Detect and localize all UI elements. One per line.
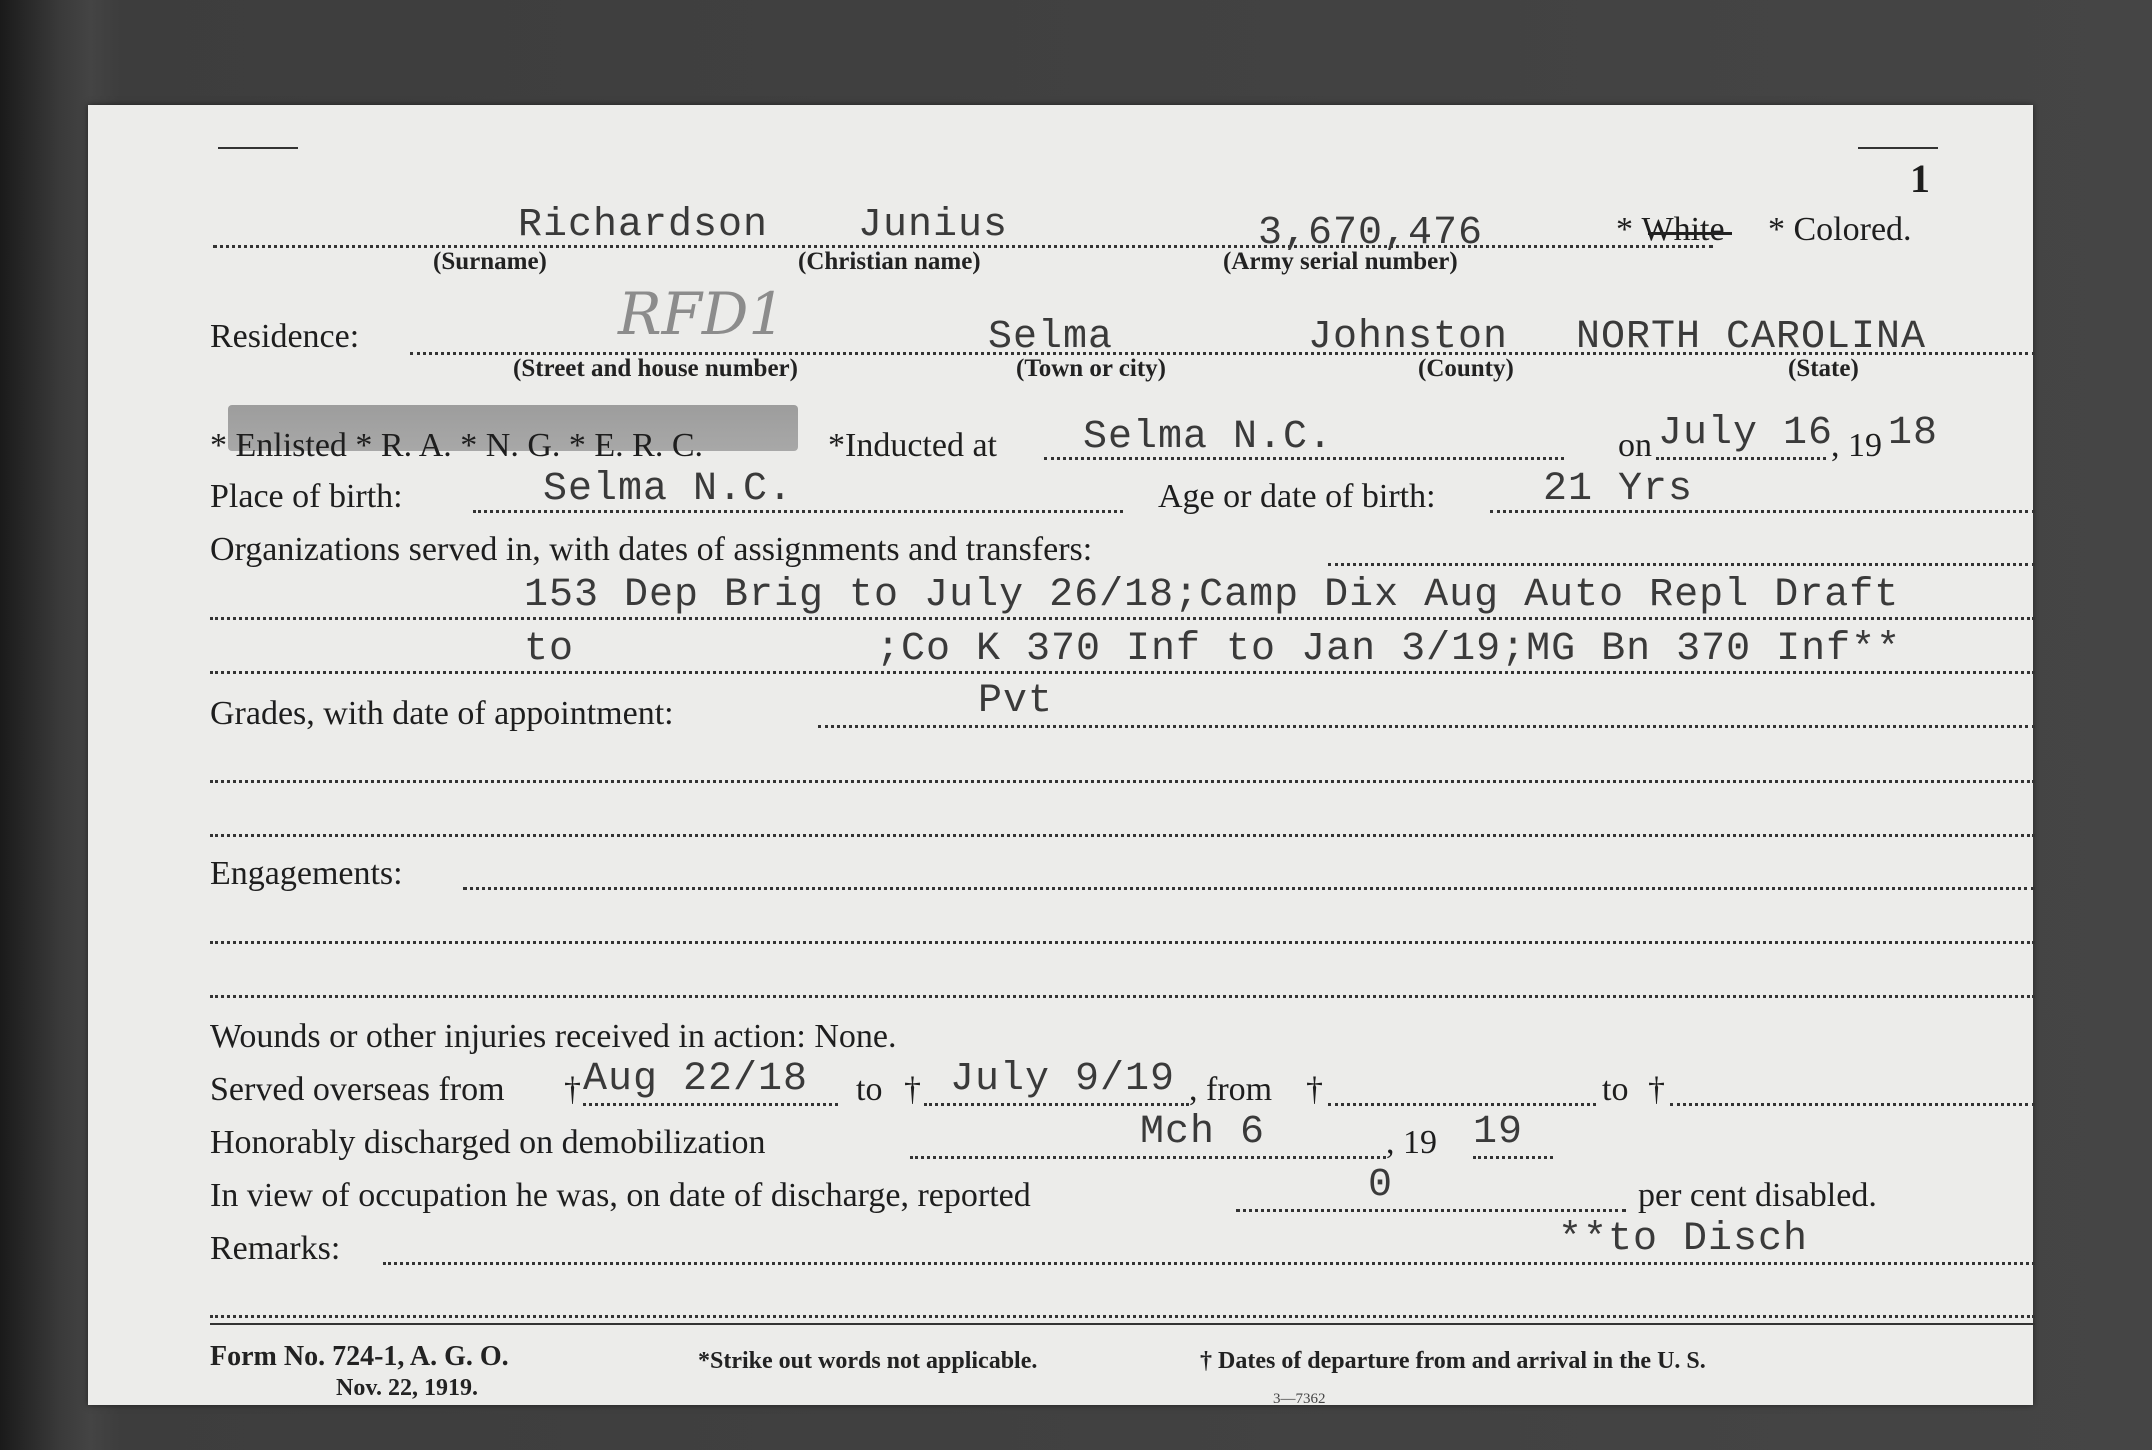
race-white-label: * White xyxy=(1616,211,1725,248)
grades-value: Pvt xyxy=(978,679,1054,724)
top-left-rule xyxy=(218,147,298,149)
surname-caption: (Surname) xyxy=(433,248,547,275)
discharge-date-value: Mch 6 xyxy=(1140,1110,1266,1155)
engagements-label: Engagements: xyxy=(210,855,403,892)
engagements-line-1 xyxy=(210,941,2035,944)
disability-value: 0 xyxy=(1368,1163,1394,1208)
serial-number-caption: (Army serial number) xyxy=(1223,248,1458,275)
town-caption: (Town or city) xyxy=(1016,355,1166,382)
organizations-line2-value: ;Co K 370 Inf to Jan 3/19;MG Bn 370 Inf** xyxy=(876,627,1902,672)
grades-line-1 xyxy=(210,780,2035,783)
age-label: Age or date of birth: xyxy=(1158,478,1436,515)
street-handwritten-value: RFD1 xyxy=(618,280,786,348)
race-white-text: White xyxy=(1641,211,1725,248)
inducted-at-value: Selma N.C. xyxy=(1083,415,1334,460)
race-colored-text: Colored. xyxy=(1793,211,1912,248)
card-number: 1 xyxy=(1910,156,1930,201)
organizations-label: Organizations served in, with dates of assignments and transfers: xyxy=(210,531,1093,568)
discharge-year-prefix: , 19 xyxy=(1386,1124,1437,1161)
grades-line-2 xyxy=(210,834,2035,837)
race-colored-label: * Colored. xyxy=(1768,211,1912,248)
disability-line xyxy=(1236,1209,1626,1212)
discharge-year-line xyxy=(1473,1156,1553,1159)
inducted-at-label: *Inducted at xyxy=(828,427,997,464)
state-value: NORTH CAROLINA xyxy=(1576,315,1927,360)
overseas-from-line xyxy=(583,1103,838,1106)
overseas-to2-line xyxy=(1670,1103,2035,1106)
grades-label: Grades, with date of appointment: xyxy=(210,695,674,732)
service-record-card xyxy=(88,105,2033,1405)
form-date: Nov. 22, 1919. xyxy=(336,1375,479,1401)
overseas-to-line xyxy=(924,1103,1189,1106)
organizations-line1-value: 153 Dep Brig to July 26/18;Camp Dix Aug Auto Repl Draft xyxy=(524,573,1900,618)
overseas-to-label: to xyxy=(856,1071,883,1108)
induction-date-line xyxy=(1656,457,1826,460)
christian-name-caption: (Christian name) xyxy=(798,248,981,275)
footer-rule xyxy=(210,1323,2035,1325)
grades-line-0 xyxy=(818,725,2035,728)
county-caption: (County) xyxy=(1418,355,1514,382)
overseas-dagger-3: † xyxy=(1306,1071,1323,1108)
place-of-birth-label: Place of birth: xyxy=(210,478,403,515)
overseas-label: Served overseas from xyxy=(210,1071,505,1108)
remarks-line-0 xyxy=(383,1262,2035,1265)
top-right-rule xyxy=(1858,147,1938,149)
serial-number-value: 3,670,476 xyxy=(1258,211,1484,256)
induction-date-value: July 16 xyxy=(1658,411,1834,456)
induction-on-label: on xyxy=(1618,427,1652,464)
dates-note: † Dates of departure from and arrival in the U. S. xyxy=(1200,1348,1706,1374)
overseas-dagger-1: † xyxy=(564,1071,581,1108)
street-caption: (Street and house number) xyxy=(513,355,798,382)
state-caption: (State) xyxy=(1788,355,1859,382)
white-strikeout xyxy=(1648,232,1732,235)
residence-label: Residence: xyxy=(210,318,360,355)
induction-year-suffix: 18 xyxy=(1888,411,1939,456)
place-of-birth-value: Selma N.C. xyxy=(543,467,794,512)
disability-label: In view of occupation he was, on date of discharge, reported xyxy=(210,1177,1031,1214)
county-value: Johnston xyxy=(1308,315,1509,360)
age-value: 21 Yrs xyxy=(1543,467,1694,512)
organizations-line-0 xyxy=(1328,563,2035,566)
overseas-to-value: July 9/19 xyxy=(950,1057,1176,1102)
induction-year-prefix: , 19 xyxy=(1831,427,1882,464)
overseas-dagger-4: † xyxy=(1648,1071,1665,1108)
town-value: Selma xyxy=(988,315,1114,360)
wounds-label: Wounds or other injuries received in action: None. xyxy=(210,1018,897,1055)
remarks-line-1 xyxy=(210,1315,2035,1318)
surname-value: Richardson xyxy=(518,203,769,248)
overseas-from2-line xyxy=(1328,1103,1596,1106)
overseas-from2-label: , from xyxy=(1189,1071,1273,1108)
induction-year-prefix-text: 19 xyxy=(1848,427,1882,464)
overseas-to2-label: to xyxy=(1602,1071,1629,1108)
discharge-date-line xyxy=(910,1156,1386,1159)
enlistment-options: * Enlisted * R. A. * N. G. * E. R. C. xyxy=(210,427,704,464)
overseas-from-value: Aug 22/18 xyxy=(583,1057,809,1102)
form-number: Form No. 724-1, A. G. O. xyxy=(210,1341,509,1372)
disability-suffix: per cent disabled. xyxy=(1638,1177,1877,1214)
remarks-label: Remarks: xyxy=(210,1230,341,1267)
discharge-year-suffix: 19 xyxy=(1473,1110,1524,1155)
christian-name-value: Junius xyxy=(858,203,1009,248)
organizations-line2-to: to xyxy=(524,627,575,672)
strike-note: *Strike out words not applicable. xyxy=(698,1348,1038,1374)
overseas-dagger-2: † xyxy=(904,1071,921,1108)
print-code: 3—7362 xyxy=(1273,1391,1326,1407)
engagements-line-0 xyxy=(463,887,2035,890)
remarks-value: **to Disch xyxy=(1558,1217,1809,1262)
engagements-line-2 xyxy=(210,995,2035,998)
discharge-label: Honorably discharged on demobilization xyxy=(210,1124,766,1161)
